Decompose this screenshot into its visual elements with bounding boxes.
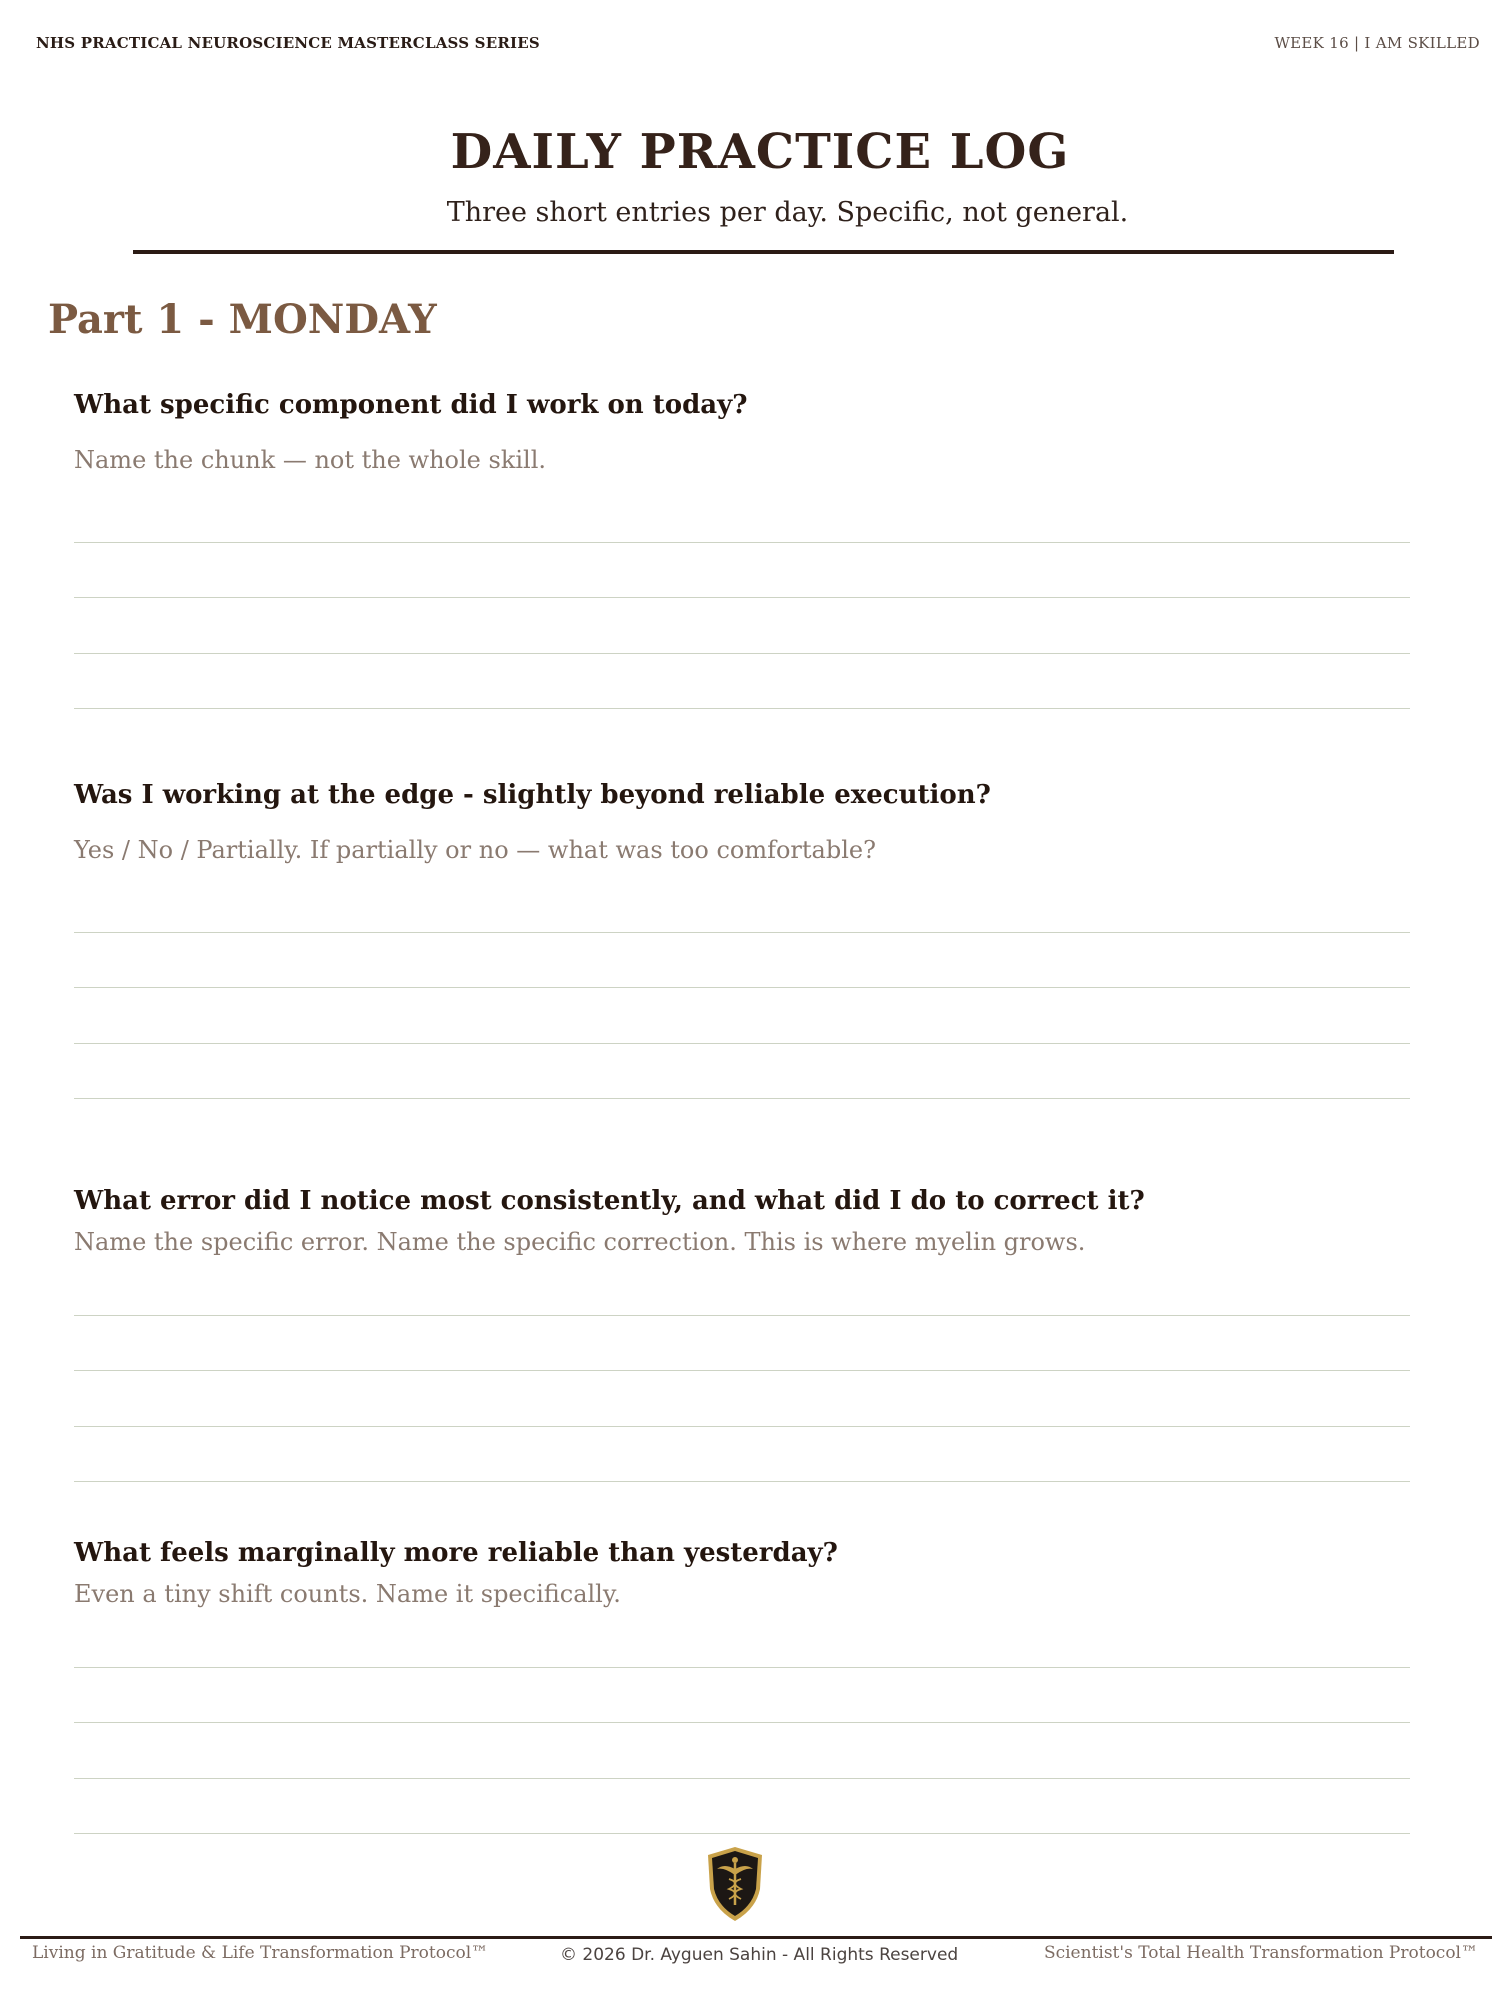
answer-line[interactable] bbox=[74, 1481, 1410, 1482]
answer-line[interactable] bbox=[74, 1043, 1410, 1044]
answer-line[interactable] bbox=[74, 1098, 1410, 1099]
answer-line[interactable] bbox=[74, 542, 1410, 543]
question-block-4 bbox=[74, 1538, 1410, 1608]
question-2-text: Was I working at the edge - slightly beyond reliable execution? bbox=[74, 780, 991, 810]
question-block-3 bbox=[74, 1186, 1410, 1256]
footer-divider bbox=[20, 1936, 1492, 1939]
answer-line[interactable] bbox=[74, 1778, 1410, 1779]
question-block-1 bbox=[74, 390, 1410, 474]
answer-line[interactable] bbox=[74, 597, 1410, 598]
question-2-hint: Yes / No / Partially. If partially or no — what was too comfortable? bbox=[74, 836, 876, 864]
answer-line[interactable] bbox=[74, 1315, 1410, 1316]
answer-line[interactable] bbox=[74, 1426, 1410, 1427]
answer-line[interactable] bbox=[74, 653, 1410, 654]
question-3-text: What error did I notice most consistently, and what did I do to correct it? bbox=[74, 1186, 1145, 1216]
answer-line[interactable] bbox=[74, 1722, 1410, 1723]
answer-line[interactable] bbox=[74, 987, 1410, 988]
question-4-text: What feels marginally more reliable than yesterday? bbox=[74, 1538, 838, 1568]
page-subtitle: Three short entries per day. Specific, not general. bbox=[446, 197, 1129, 228]
shield-caduceus-logo-icon bbox=[704, 1845, 766, 1925]
week-label: WEEK 16 | I AM SKILLED bbox=[1274, 34, 1480, 52]
series-title: NHS PRACTICAL NEUROSCIENCE MASTERCLASS SERIES bbox=[36, 34, 540, 52]
question-4-hint: Even a tiny shift counts. Name it specifically. bbox=[74, 1580, 621, 1608]
answer-line[interactable] bbox=[74, 1833, 1410, 1834]
footer-right-text: Scientist's Total Health Transformation Protocol™ bbox=[1043, 1943, 1478, 1963]
answer-line[interactable] bbox=[74, 932, 1410, 933]
answer-line[interactable] bbox=[74, 1667, 1410, 1668]
page-title: DAILY PRACTICE LOG bbox=[450, 124, 1070, 180]
title-divider bbox=[133, 250, 1394, 254]
answer-line[interactable] bbox=[74, 708, 1410, 709]
question-1-hint: Name the chunk — not the whole skill. bbox=[74, 446, 547, 474]
footer-left-text: Living in Gratitude & Life Transformation Protocol™ bbox=[32, 1943, 489, 1963]
question-1-text: What specific component did I work on today? bbox=[74, 390, 748, 420]
footer-copyright: © 2026 Dr. Ayguen Sahin - All Rights Reserved bbox=[560, 1945, 959, 1965]
question-block-2 bbox=[74, 780, 1410, 864]
question-3-hint: Name the specific error. Name the specific correction. This is where myelin grows. bbox=[74, 1228, 1086, 1256]
part-heading: Part 1 - MONDAY bbox=[48, 296, 437, 343]
answer-line[interactable] bbox=[74, 1370, 1410, 1371]
